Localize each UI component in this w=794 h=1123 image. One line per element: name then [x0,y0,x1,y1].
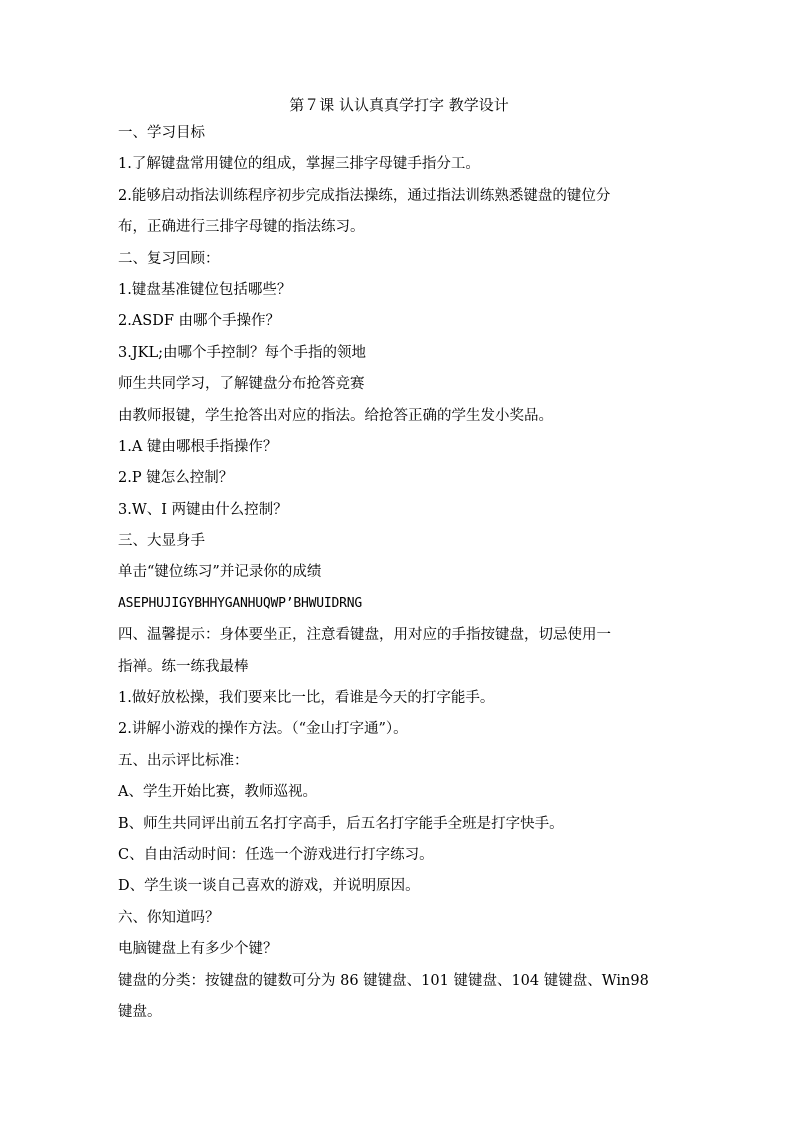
document-page [118,94,680,1032]
quiz-question-2: 2.P 键怎么控制？ [118,470,234,487]
did-you-know-question: 电脑键盘上有多少个键？ [118,941,278,958]
criteria-a: A、学生开始比赛，教师巡视。 [118,784,317,801]
objective-2-part-1: 2.能够启动指法训练程序初步完成指法操练，通过指法训练熟悉键盘的键位分 [118,187,611,204]
objective-1: 1.了解键盘常用键位的组成，掌握三排字母键手指分工。 [118,156,480,173]
practice-letter-string: ASEPHUJIGYBHHYGANHUQWP’BHWUIDRNG [118,595,363,611]
review-question-1: 1.键盘基准键位包括哪些？ [118,281,292,298]
criteria-b: B、师生共同评出前五名打字高手，后五名打字能手全班是打字快手。 [118,815,564,832]
criteria-c: C、自由活动时间：任选一个游戏进行打字练习。 [118,846,434,863]
keyboard-types-part-2: 键盘。 [118,1003,162,1020]
section-heading-objectives: 一、学习目标 [118,125,205,141]
section-heading-did-you-know: 六、你知道吗？ [118,909,220,926]
review-text-1: 师生共同学习，了解键盘分布抢答竞赛 [118,376,365,393]
review-question-2: 2.ASDF 由哪个手操作？ [118,313,281,330]
criteria-d: D、学生谈一谈自己喜欢的游戏，并说明原因。 [118,878,420,895]
quiz-question-3: 3.W、I 两键由什么控制？ [118,501,288,518]
section-heading-criteria: 五、出示评比标准： [118,752,249,769]
tips-part-2: 指禅。练一练我最棒 [118,658,249,675]
review-text-2: 由教师报键，学生抢答出对应的指法。给抢答正确的学生发小奖品。 [118,407,553,424]
section-heading-showcase: 三、大显身手 [118,533,205,550]
document-title: 第７课 认认真真学打字 教学设计 [289,96,509,114]
tips-item-2: 2.讲解小游戏的操作方法。（“金山打字通”）。 [118,721,408,738]
section-heading-review: 二、复习回顾： [118,250,220,267]
review-question-3: 3.JKL;由哪个手控制？每个手指的领地 [118,344,366,361]
quiz-question-1: 1.A 键由哪根手指操作？ [118,438,278,455]
tips-part-1: 四、温馨提示：身体要坐正，注意看键盘，用对应的手指按键盘，切忌使用一 [118,627,611,644]
tips-item-1: 1.做好放松操，我们要来比一比，看谁是今天的打字能手。 [118,690,495,707]
keyboard-types-part-1: 键盘的分类：按键盘的键数可分为 86 键键盘、101 键键盘、104 键键盘、Win98 [118,972,649,989]
showcase-instruction: 单击“键位练习”并记录你的成绩 [118,564,322,581]
objective-2-part-2: 布，正确进行三排字母键的指法练习。 [118,219,365,236]
